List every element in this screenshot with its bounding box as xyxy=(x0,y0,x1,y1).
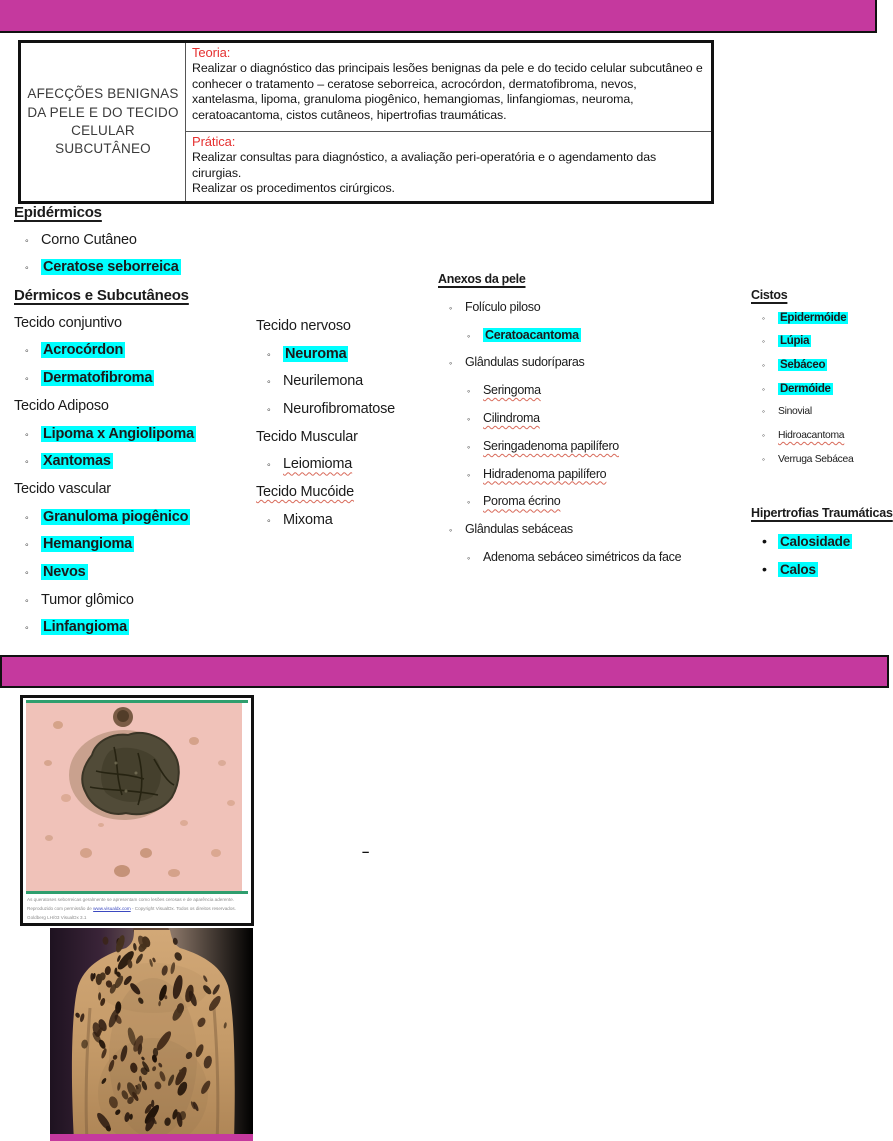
bullet-icon: ◦ xyxy=(762,407,765,417)
bullet-icon: • xyxy=(762,534,767,550)
outline-text: Sebáceo xyxy=(780,359,826,372)
outline-text: Tecido vascular xyxy=(14,480,111,497)
outline-item xyxy=(751,359,893,383)
outline-item xyxy=(438,300,738,328)
outline-item xyxy=(438,494,738,522)
outline-text: Xantomas xyxy=(43,453,111,470)
outline-text: Calosidade xyxy=(780,534,851,549)
caption-line-2-post: - Copyright VisualDx. Todos os direitos reservados. xyxy=(130,905,236,911)
outline-text: Tumor glômico xyxy=(41,591,134,608)
outline-text: Hidradenoma papilífero xyxy=(483,466,607,481)
bullet-icon: ◦ xyxy=(762,313,765,323)
outline-text: Folículo piloso xyxy=(465,299,541,314)
outline-text: Dermatofibroma xyxy=(43,370,153,387)
outline-text: Ceratose seborreica xyxy=(43,259,179,276)
course-objectives-table xyxy=(18,40,714,204)
outline-text: Mixoma xyxy=(283,511,333,528)
outline-item xyxy=(256,456,436,484)
outline-heading xyxy=(751,288,893,312)
bullet-icon: ◦ xyxy=(25,263,29,275)
outline-text: Sinovial xyxy=(778,406,812,418)
outline-text: Acrocórdon xyxy=(43,342,124,359)
outline-text: Dermóide xyxy=(780,382,831,395)
caption-line-3: Goldberg LH/03 VisualDx 3.1 xyxy=(27,914,87,920)
outline-item xyxy=(14,592,250,620)
bottom-magenta-strip xyxy=(50,1134,253,1141)
bullet-icon: ◦ xyxy=(267,405,271,417)
teoria-cell xyxy=(186,43,711,132)
outline-heading xyxy=(256,429,436,457)
outline-item xyxy=(256,512,436,540)
outline-column-anexos-da-pele xyxy=(438,272,738,578)
outline-item xyxy=(256,373,436,401)
bullet-icon: ◦ xyxy=(449,302,452,313)
caption-line-1: As queratoses seborreicas geralmente se apresentam como lesões cerosas e de aparência aderente. xyxy=(27,897,235,902)
outline-column-nervoso-muscular xyxy=(256,318,436,540)
outline-text: Adenoma sebáceo simétricos da face xyxy=(483,549,682,564)
outline-text: Glândulas sebáceas xyxy=(465,522,573,537)
bullet-icon: ◦ xyxy=(762,361,765,371)
section-divider-bar-top xyxy=(0,0,877,33)
small-dark-lesion xyxy=(113,707,133,727)
outline-item xyxy=(751,430,893,454)
figure1-caption xyxy=(26,894,248,920)
teoria-text: Realizar o diagnóstico das principais lesões benignas da pele e do tecido celular subcutâneo e conhecer o tratamento – ceratose seborreica, acrocórdon, dermatofibroma, nevos, xantelasma, lipoma, granuloma piogênico, hemangiomas, linfangiomas, neuroma, ceratoacantoma, cistos cutâneos, hipertrofias traumáticas. xyxy=(192,61,703,122)
outline-text: Verruga Sebácea xyxy=(778,453,854,465)
outline-heading xyxy=(438,272,738,300)
outline-text: Tecido Adiposo xyxy=(14,397,109,414)
bullet-icon: ◦ xyxy=(762,384,765,394)
course-table-title: AFECÇÕES BENIGNAS DA PELE E DO TECIDO CELULAR SUBCUTÂNEO xyxy=(21,43,186,201)
outline-text: Leiomioma xyxy=(283,456,353,473)
outline-item xyxy=(438,328,738,356)
outline-item xyxy=(14,536,250,564)
bullet-icon: ◦ xyxy=(449,358,452,369)
bullet-icon: ◦ xyxy=(467,330,470,341)
bullet-icon: ◦ xyxy=(25,623,29,635)
outline-heading xyxy=(14,287,250,315)
main-keratosis-lesion xyxy=(69,730,179,820)
seborrheic-keratosis-photo xyxy=(26,703,242,891)
outline-text: Hemangioma xyxy=(43,536,133,553)
pratica-line-1: Realizar consultas para diagnóstico, a avaliação peri-operatória e o agendamento das cirurgias. xyxy=(192,150,657,180)
bullet-icon: • xyxy=(762,562,767,578)
figure-multiple-keratoses-back xyxy=(50,928,253,1141)
bullet-icon: ◦ xyxy=(25,595,29,607)
bullet-icon: ◦ xyxy=(762,454,765,464)
outline-item xyxy=(256,346,436,374)
outline-text: Tecido nervoso xyxy=(256,318,351,334)
bullet-icon: ◦ xyxy=(762,431,765,441)
outline-column-epidermicos-dermicos xyxy=(14,204,250,647)
outline-text: Neurilemona xyxy=(283,373,364,390)
outline-heading xyxy=(256,484,436,512)
bullet-icon: ◦ xyxy=(467,552,470,563)
outline-item xyxy=(14,453,250,481)
stray-dash-text: – xyxy=(362,844,370,859)
pratica-label: Prática: xyxy=(192,134,236,149)
outline-text: Calos xyxy=(780,562,816,577)
outline-item xyxy=(751,312,893,336)
outline-text: Tecido Mucóide xyxy=(256,484,354,501)
caption-line-2-pre: Reproduzido com permissão de xyxy=(27,905,94,911)
figure-seborrheic-keratosis xyxy=(20,695,254,926)
outline-text: Nevos xyxy=(43,563,86,580)
bullet-icon: ◦ xyxy=(449,525,452,536)
bullet-icon: ◦ xyxy=(25,429,29,441)
outline-text: Cilindroma xyxy=(483,410,540,425)
visualdx-link[interactable]: www.visualdx.com xyxy=(93,905,131,911)
section-divider-bar-middle xyxy=(0,655,889,688)
bullet-icon: ◦ xyxy=(25,512,29,524)
outline-item xyxy=(256,401,436,429)
outline-text: Linfangioma xyxy=(43,619,127,636)
outline-text: Epidermóide xyxy=(780,311,847,324)
outline-text: Seringadenoma papilífero xyxy=(483,438,619,453)
outline-item xyxy=(438,522,738,550)
outline-heading xyxy=(256,318,436,346)
outline-text: Seringoma xyxy=(483,383,541,398)
outline-text: Epidérmicos xyxy=(14,204,102,221)
outline-column-hipertrofias xyxy=(751,506,893,590)
outline-item xyxy=(438,439,738,467)
outline-item xyxy=(14,619,250,647)
outline-text: Dérmicos e Subcutâneos xyxy=(14,287,189,305)
outline-text: Hipertrofias Traumáticas xyxy=(751,506,893,520)
outline-text: Lúpia xyxy=(780,335,810,348)
teoria-label: Teoria: xyxy=(192,45,231,60)
outline-text: Neuroma xyxy=(285,345,347,362)
outline-item xyxy=(751,534,893,562)
bullet-icon: ◦ xyxy=(467,497,470,508)
outline-item xyxy=(14,259,250,287)
pratica-cell xyxy=(186,132,711,201)
outline-text: Hidroacantoma xyxy=(778,430,845,442)
bullet-icon: ◦ xyxy=(467,441,470,452)
outline-text: Anexos da pele xyxy=(438,272,526,286)
outline-item xyxy=(438,355,738,383)
outline-item xyxy=(438,411,738,439)
outline-text: Granuloma piogênico xyxy=(43,508,189,525)
outline-text: Tecido conjuntivo xyxy=(14,314,122,331)
pratica-text xyxy=(192,150,705,196)
outline-heading xyxy=(14,481,250,509)
outline-item xyxy=(751,383,893,407)
outline-item xyxy=(14,370,250,398)
outline-text: Ceratoacantoma xyxy=(485,327,579,342)
bullet-icon: ◦ xyxy=(267,460,271,472)
bullet-icon: ◦ xyxy=(267,349,271,361)
outline-item xyxy=(14,509,250,537)
outline-text: Cistos xyxy=(751,288,788,302)
outline-heading xyxy=(14,315,250,343)
bullet-icon: ◦ xyxy=(467,469,470,480)
caption-line-2 xyxy=(27,905,247,914)
bullet-icon: ◦ xyxy=(267,515,271,527)
outline-item xyxy=(751,406,893,430)
outline-text: Corno Cutâneo xyxy=(41,231,137,248)
bullet-icon: ◦ xyxy=(25,374,29,386)
bullet-icon: ◦ xyxy=(25,540,29,552)
course-table-body xyxy=(186,43,711,201)
outline-text: Lipoma x Angiolipoma xyxy=(43,425,194,442)
bullet-icon: ◦ xyxy=(267,377,271,389)
bullet-icon: ◦ xyxy=(25,346,29,358)
outline-item xyxy=(751,454,893,478)
outline-column-cistos xyxy=(751,288,893,478)
outline-heading xyxy=(14,204,250,232)
outline-item xyxy=(14,342,250,370)
bullet-icon: ◦ xyxy=(25,457,29,469)
outline-item xyxy=(438,383,738,411)
bullet-icon: ◦ xyxy=(467,413,470,424)
bullet-icon: ◦ xyxy=(467,386,470,397)
outline-text: Neurofibromatose xyxy=(283,401,396,418)
outline-heading xyxy=(14,398,250,426)
bullet-icon: ◦ xyxy=(762,337,765,347)
back-photo xyxy=(50,928,253,1141)
outline-item xyxy=(14,426,250,454)
pratica-line-2: Realizar os procedimentos cirúrgicos. xyxy=(192,181,395,196)
bullet-icon: ◦ xyxy=(25,567,29,579)
outline-item xyxy=(751,562,893,590)
outline-item xyxy=(14,564,250,592)
bullet-icon: ◦ xyxy=(25,235,29,247)
outline-item xyxy=(438,550,738,578)
outline-item xyxy=(751,335,893,359)
outline-item xyxy=(14,232,250,260)
outline-text: Tecido Muscular xyxy=(256,428,358,445)
outline-text: Glândulas sudoríparas xyxy=(465,355,585,370)
outline-text: Poroma écrino xyxy=(483,494,561,509)
outline-heading xyxy=(751,506,893,534)
outline-item xyxy=(438,467,738,495)
